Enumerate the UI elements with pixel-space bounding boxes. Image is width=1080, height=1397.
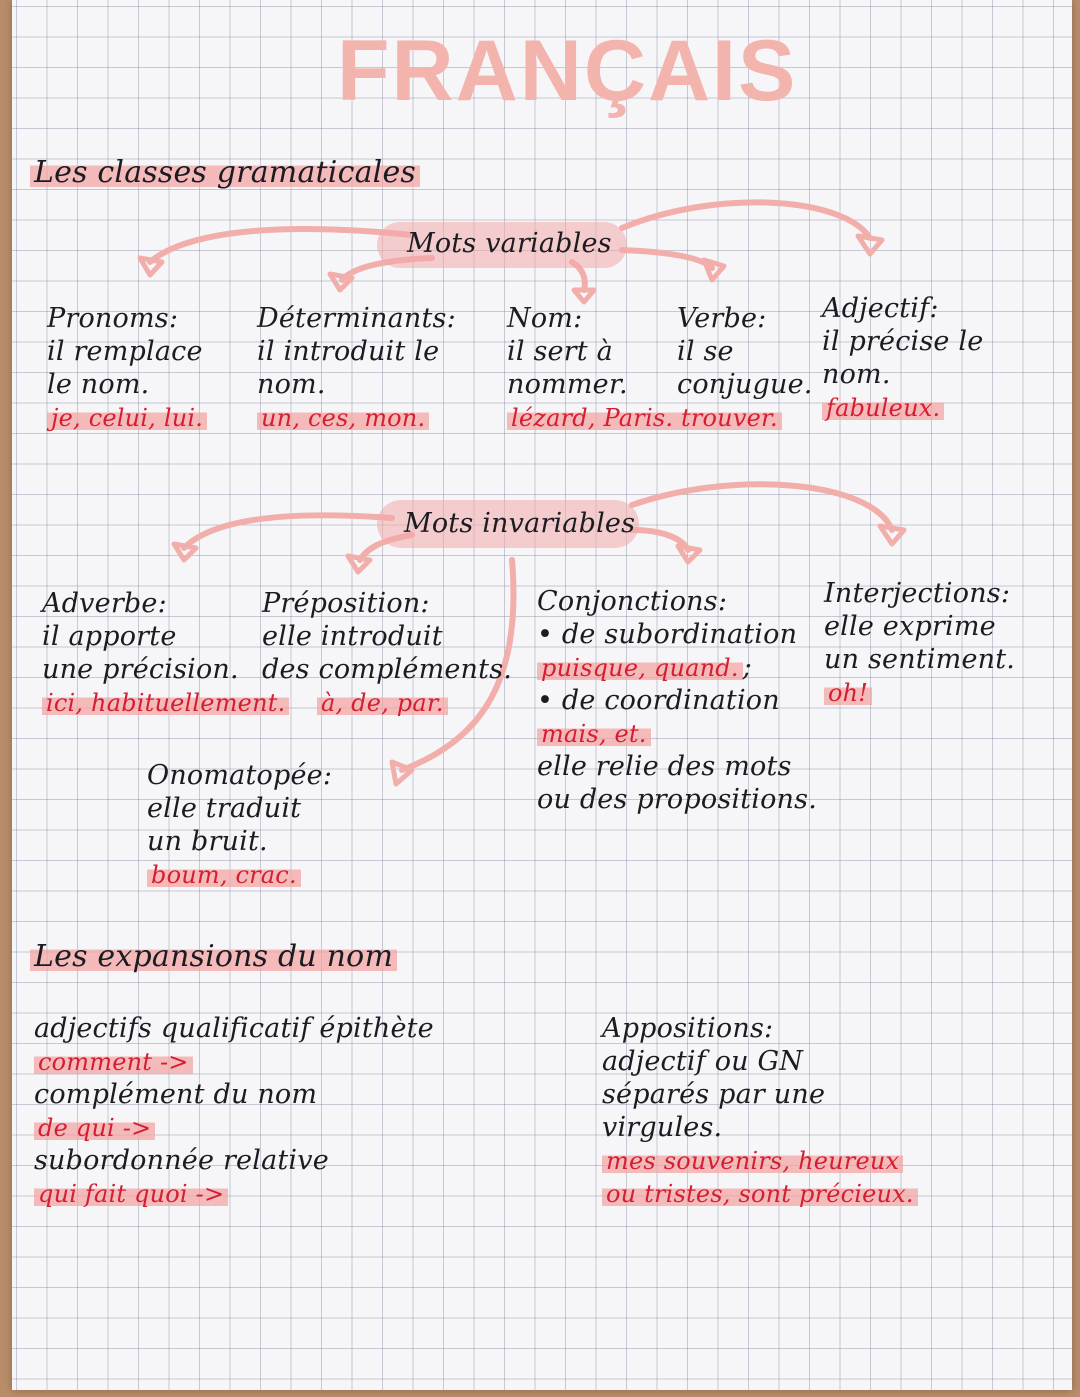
section-heading-classes: Les classes gramaticales	[30, 158, 420, 188]
card-onomatopee: Onomatopée: elle traduit un bruit. boum, crac.	[147, 760, 333, 889]
arrowhead-icon	[174, 544, 196, 560]
card-pronoms: Pronoms: il remplace le nom. je, celui, lui.	[47, 305, 207, 437]
card-appositions: Appositions: adjectif ou GN séparés par une virgules. mes souvenirs, heureux ou tristes, sont précieux.	[602, 1015, 918, 1213]
section-heading-expansions: Les expansions du nom	[30, 942, 397, 972]
arrow-to-verbe	[622, 250, 712, 268]
card-conjonctions: Conjonctions: • de subordination puisque, quand. ; • de coordination mais, et. elle relie des mots ou des propositions.	[537, 586, 817, 815]
arrowhead-icon	[348, 556, 370, 572]
expansion-example: qui fait quoi ->	[34, 1180, 228, 1208]
card-adverbe: Adverbe: il apporte une précision. ici, habituellement.	[42, 590, 289, 722]
card-nom: Nom: il sert à nommer. lézard, Paris.	[507, 305, 677, 437]
expansion-item: subordonnée relative	[34, 1145, 329, 1176]
arrowhead-icon	[678, 546, 700, 562]
arrow-to-adjectif	[622, 202, 870, 238]
card-verbe: Verbe: il se conjugue. trouver.	[677, 303, 813, 432]
arrowhead-icon	[140, 258, 162, 275]
expansion-item: complément du nom	[34, 1079, 318, 1110]
card-interjections: Interjections: elle exprime un sentiment. oh!	[824, 578, 1016, 707]
label-mots-invariables: Mots invariables	[404, 508, 636, 539]
notebook-page	[12, 0, 1072, 1390]
expansion-example: comment ->	[34, 1048, 193, 1076]
card-adjectif: Adjectif: il précise le nom. fabuleux.	[822, 293, 984, 422]
label-mots-variables: Mots variables	[407, 228, 612, 259]
arrow-to-interjections	[632, 484, 892, 530]
expansion-item: adjectifs qualificatif épithète	[34, 1013, 434, 1044]
card-determinants: Déterminants: il introduit le nom. un, ces, mon.	[257, 303, 456, 432]
arrowhead-icon	[880, 526, 904, 544]
arrowhead-icon	[858, 236, 882, 254]
arrow-to-pronoms	[150, 229, 412, 262]
arrowhead-icon	[574, 290, 594, 302]
card-preposition: Préposition: elle introduit des compléments. à, de, par.	[262, 588, 513, 717]
expansion-example: de qui ->	[34, 1114, 155, 1142]
expansions-list	[34, 1015, 434, 1213]
arrow-to-adverbe	[184, 515, 392, 548]
page-title: FRANÇAIS	[337, 23, 798, 119]
